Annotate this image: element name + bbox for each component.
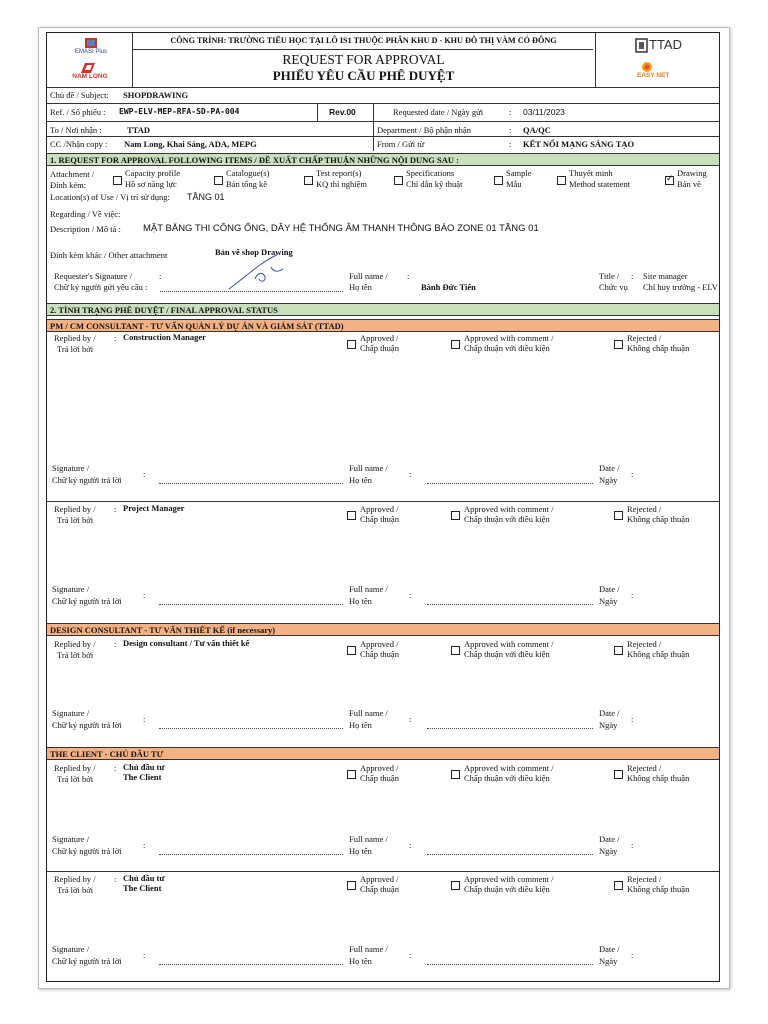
attachment-option-label: Sample [506, 168, 532, 178]
reply-date-label-vn: Ngày [599, 720, 618, 730]
replied-by-colon: : [114, 504, 117, 514]
reply-signature-line[interactable] [159, 964, 343, 965]
rejected-label-vn: Không chấp thuận [627, 884, 690, 894]
approved-checkbox[interactable] [347, 646, 356, 655]
attachment-option-label: Specifications [406, 168, 455, 178]
reply-signature-line[interactable] [159, 483, 343, 484]
date-value: 03/11/2023 [523, 107, 565, 117]
approved-with-comment-label-vn: Chấp thuận với điều kiện [464, 343, 550, 353]
reply-date-colon: : [631, 590, 634, 600]
replied-by-colon: : [114, 874, 117, 884]
revision-value: Rev.00 [329, 107, 356, 117]
requester-signature-image [227, 253, 297, 293]
from-label: From / Gửi từ [377, 139, 425, 149]
other-attachment-label: Đính kèm khác / Other attachment [50, 250, 168, 260]
approved-label: Approved / [360, 504, 399, 514]
requester-signature-line[interactable] [160, 291, 343, 292]
reply-fullname-label-vn: Họ tên [349, 596, 372, 606]
attachment-checkbox-6[interactable] [665, 176, 674, 185]
reply-signature-label: Signature / [52, 584, 90, 594]
requester-title-value-vn: Chỉ huy trưởng - ELV [643, 282, 718, 292]
to-value: TTAD [127, 125, 150, 135]
rfa-form [46, 32, 720, 982]
approved-with-comment-label: Approved with comment / [464, 639, 554, 649]
rejected-checkbox[interactable] [614, 770, 623, 779]
description-value: MẶT BẰNG THI CÔNG ỐNG, DÂY HỆ THỐNG ÂM THANH THÔNG BÁO ZONE 01 TẦNG 01 [143, 223, 539, 234]
requester-fullname-label-vn: Họ tên [349, 282, 372, 292]
block-divider [47, 501, 719, 502]
design-consultant-band: DESIGN CONSULTANT - TƯ VẤN THIẾT KẾ (if necessary) [47, 623, 719, 636]
reply-signature-label-vn: Chữ ký người trả lời [52, 720, 122, 730]
reply-fullname-label-vn: Họ tên [349, 475, 372, 485]
reply-signature-line[interactable] [159, 604, 343, 605]
reply-signature-colon: : [143, 590, 146, 600]
reply-signature-colon: : [143, 469, 146, 479]
attachment-checkbox-1[interactable] [214, 176, 223, 185]
reply-date-label-vn: Ngày [599, 596, 618, 606]
attachment-option-label: Catalogue(s) [226, 168, 270, 178]
reply-date-label: Date / [599, 834, 620, 844]
replied-by-label: Replied by / [54, 333, 96, 343]
title-en: REQUEST FOR APPROVAL [282, 52, 445, 67]
rejected-label: Rejected / [627, 874, 662, 884]
attachment-option-label-vn: Bản tổng kê [226, 179, 268, 189]
attachment-option-label-vn: KQ thí nghiệm [316, 179, 367, 189]
attachment-option-label-vn: Bản vẽ [677, 179, 701, 189]
ref-value: EWP-ELV-MEP-RFA-SD-PA-004 [119, 107, 240, 116]
section2-header: 2. TÌNH TRẠNG PHÊ DUYỆT / FINAL APPROVAL STATUS [47, 303, 719, 316]
reply-signature-label-vn: Chữ ký người trả lời [52, 846, 122, 856]
approved-with-comment-label-vn: Chấp thuận với điều kiện [464, 773, 550, 783]
requester-fullname-label: Full name / [349, 271, 388, 281]
reply-date-label-vn: Ngày [599, 956, 618, 966]
reply-date-colon: : [631, 950, 634, 960]
approved-with-comment-label-vn: Chấp thuận với điều kiện [464, 884, 550, 894]
reply-signature-label-vn: Chữ ký người trả lời [52, 475, 122, 485]
attachment-option-label-vn: Mẫu [506, 179, 522, 189]
document-page [38, 27, 730, 989]
to-label: To / Nơi nhận : [50, 125, 102, 135]
reply-date-colon: : [631, 840, 634, 850]
reply-date-label-vn: Ngày [599, 475, 618, 485]
requester-title-label: Title / [599, 271, 620, 281]
replied-by-colon: : [114, 639, 117, 649]
rejected-label: Rejected / [627, 639, 662, 649]
attachment-option-label-vn: Method statement [569, 179, 631, 189]
reply-fullname-colon: : [409, 590, 412, 600]
attachment-label: Attachment / [50, 169, 95, 179]
replied-by-label-vn: Trả lời bởi [57, 774, 94, 784]
from-value: KẾT NỐI MẠNG SÁNG TẠO [523, 139, 635, 149]
reply-signature-label-vn: Chữ ký người trả lời [52, 956, 122, 966]
approved-label-vn: Chấp thuận [360, 884, 399, 894]
regarding-label: Regarding / Về việc: [50, 209, 121, 219]
reply-signature-colon: : [143, 714, 146, 724]
nam-long-logo: NAM LONG [65, 61, 115, 85]
reply-signature-label-vn: Chữ ký người trả lời [52, 596, 122, 606]
block-divider [47, 871, 719, 872]
requester-fullname-value: Bành Đức Tiến [421, 282, 476, 292]
reply-fullname-colon: : [409, 840, 412, 850]
requester-signature-colon: : [159, 271, 162, 281]
location-label: Location(s) of Use / Vị trí sử dụng: [50, 192, 170, 202]
attachment-checkbox-0[interactable] [113, 176, 122, 185]
reply-signature-label: Signature / [52, 944, 90, 954]
attachment-option-label-vn: Chỉ dẫn kỹ thuật [406, 179, 463, 189]
approved-checkbox[interactable] [347, 511, 356, 520]
rejected-checkbox[interactable] [614, 881, 623, 890]
replied-by-role: Construction Manager [123, 332, 206, 342]
reply-fullname-colon: : [409, 469, 412, 479]
approved-with-comment-label-vn: Chấp thuận với điều kiện [464, 514, 550, 524]
approved-with-comment-label: Approved with comment / [464, 333, 554, 343]
replied-by-label: Replied by / [54, 763, 96, 773]
approved-with-comment-checkbox[interactable] [451, 511, 460, 520]
rejected-label: Rejected / [627, 504, 662, 514]
reply-fullname-line[interactable] [427, 854, 593, 855]
approved-label: Approved / [360, 639, 399, 649]
reply-fullname-label-vn: Họ tên [349, 956, 372, 966]
approved-label-vn: Chấp thuận [360, 514, 399, 524]
approved-checkbox[interactable] [347, 340, 356, 349]
rejected-checkbox[interactable] [614, 511, 623, 520]
date-label: Requested date / Ngày gửi [393, 107, 484, 117]
replied-by-role: Chủ đầu tư [123, 873, 165, 883]
department-label: Department / Bộ phận nhận [377, 125, 471, 135]
replied-by-label: Replied by / [54, 639, 96, 649]
replied-by-colon: : [114, 333, 117, 343]
approved-with-comment-label-vn: Chấp thuận với điều kiện [464, 649, 550, 659]
reply-fullname-line[interactable] [427, 604, 593, 605]
attachment-checkbox-5[interactable] [557, 176, 566, 185]
reply-fullname-colon: : [409, 950, 412, 960]
requester-signature-label: Requester's Signature / [54, 271, 133, 281]
easynet-logo: EASY NET [637, 61, 687, 83]
project-name: CÔNG TRÌNH: TRƯỜNG TIỂU HỌC TẠI LÔ IS1 THUỘC PHÂN KHU D - KHU ĐÔ THỊ VÀM CỎ ĐÔNG [170, 36, 557, 45]
section1-header: 1. REQUEST FOR APPROVAL FOLLOWING ITEMS / ĐỀ XUẤT CHẤP THUẬN NHỮNG NỘI DUNG SAU : [47, 153, 719, 166]
rejected-label-vn: Không chấp thuận [627, 343, 690, 353]
emasi-logo: EMASI Plus [69, 38, 113, 60]
subject-label: Chủ đề / Subject: [50, 90, 109, 100]
description-label: Description / Mô tả : [50, 224, 121, 234]
rejected-label-vn: Không chấp thuận [627, 773, 690, 783]
reply-fullname-line[interactable] [427, 964, 593, 965]
reply-fullname-label: Full name / [349, 834, 388, 844]
subject-value: SHOPDRAWING [123, 90, 189, 100]
replied-by-label-vn: Trả lời bởi [57, 650, 94, 660]
rejected-label: Rejected / [627, 333, 662, 343]
replied-by-role: Chủ đầu tư [123, 762, 165, 772]
reply-fullname-colon: : [409, 714, 412, 724]
approved-label-vn: Chấp thuận [360, 773, 399, 783]
requester-signature-label-vn: Chữ ký người gửi yêu cầu : [54, 282, 148, 292]
rejected-checkbox[interactable] [614, 340, 623, 349]
attachment-checkbox-4[interactable] [494, 176, 503, 185]
attachment-label-vn: Đính kèm: [50, 180, 87, 190]
department-colon: : [509, 125, 512, 135]
approved-label: Approved / [360, 333, 399, 343]
replied-by-label-vn: Trả lời bởi [57, 515, 94, 525]
from-colon: : [509, 139, 512, 149]
reply-signature-line[interactable] [159, 728, 343, 729]
reply-fullname-label: Full name / [349, 584, 388, 594]
approved-with-comment-label: Approved with comment / [464, 504, 554, 514]
department-value: QA/QC [523, 125, 551, 135]
reply-fullname-label: Full name / [349, 944, 388, 954]
replied-by-role: Design consultant / Tư vấn thiết kế [123, 638, 250, 648]
requester-fullname-colon: : [407, 271, 410, 281]
location-value: TẦNG 01 [187, 192, 225, 202]
requester-title-label-vn: Chức vụ [599, 282, 628, 292]
replied-by-label-vn: Trả lời bởi [57, 885, 94, 895]
attachment-checkbox-3[interactable] [394, 176, 403, 185]
reply-signature-colon: : [143, 840, 146, 850]
other-attachment-value: Bản vẽ shop Drawing [215, 247, 293, 257]
approved-label: Approved / [360, 763, 399, 773]
reply-signature-label: Signature / [52, 708, 90, 718]
client-band: THE CLIENT - CHỦ ĐẦU TƯ [47, 747, 719, 760]
replied-by-colon: : [114, 763, 117, 773]
reply-signature-line[interactable] [159, 854, 343, 855]
replied-by-role-en: The Client [123, 883, 162, 893]
cc-value: Nam Long, Khai Sáng, ADA, MEPG [124, 139, 257, 149]
reply-date-label-vn: Ngày [599, 846, 618, 856]
approved-checkbox[interactable] [347, 770, 356, 779]
requester-title-value: Site manager [643, 271, 688, 281]
ttad-logo: TTAD [635, 37, 685, 55]
attachment-option-label: Thuyết minh [569, 168, 613, 178]
reply-date-colon: : [631, 714, 634, 724]
approved-with-comment-checkbox[interactable] [451, 646, 460, 655]
replied-by-label: Replied by / [54, 504, 96, 514]
requester-title-colon: : [631, 271, 634, 281]
rejected-label-vn: Không chấp thuận [627, 514, 690, 524]
reply-date-label: Date / [599, 944, 620, 954]
replied-by-role-en: The Client [123, 772, 162, 782]
approved-checkbox[interactable] [347, 881, 356, 890]
approved-with-comment-checkbox[interactable] [451, 770, 460, 779]
approved-with-comment-checkbox[interactable] [451, 881, 460, 890]
approved-label-vn: Chấp thuận [360, 343, 399, 353]
reply-date-label: Date / [599, 708, 620, 718]
reply-fullname-line[interactable] [427, 483, 593, 484]
approved-label: Approved / [360, 874, 399, 884]
title-vn: PHIẾU YÊU CẦU PHÊ DUYỆT [272, 68, 455, 83]
reply-fullname-label: Full name / [349, 708, 388, 718]
approved-label-vn: Chấp thuận [360, 649, 399, 659]
reply-fullname-label-vn: Họ tên [349, 720, 372, 730]
reply-date-colon: : [631, 469, 634, 479]
approved-with-comment-checkbox[interactable] [451, 340, 460, 349]
attachment-option-label: Test report(s) [316, 168, 362, 178]
reply-signature-label: Signature / [52, 463, 90, 473]
attachment-option-label-vn: Hồ sơ năng lực [125, 179, 177, 189]
attachment-option-label: Capacity profile [125, 168, 180, 178]
replied-by-label-vn: Trả lời bởi [57, 344, 94, 354]
reply-date-label: Date / [599, 463, 620, 473]
date-colon: : [509, 107, 512, 117]
reply-fullname-label-vn: Họ tên [349, 846, 372, 856]
ref-label: Ref. / Số phiếu : [50, 107, 106, 117]
rejected-label-vn: Không chấp thuận [627, 649, 690, 659]
rejected-label: Rejected / [627, 763, 662, 773]
attachment-option-label: Drawing [677, 168, 707, 178]
reply-date-label: Date / [599, 584, 620, 594]
reply-signature-colon: : [143, 950, 146, 960]
pm-consultant-band: PM / CM CONSULTANT - TƯ VẤN QUẢN LÝ DỰ ÁN VÀ GIÁM SÁT (TTAD) [47, 319, 719, 332]
replied-by-label: Replied by / [54, 874, 96, 884]
attachment-checkbox-2[interactable] [304, 176, 313, 185]
replied-by-role: Project Manager [123, 503, 185, 513]
reply-fullname-line[interactable] [427, 728, 593, 729]
approved-with-comment-label: Approved with comment / [464, 763, 554, 773]
rejected-checkbox[interactable] [614, 646, 623, 655]
cc-label: CC /Nhận copy : [50, 139, 108, 149]
reply-signature-label: Signature / [52, 834, 90, 844]
reply-fullname-label: Full name / [349, 463, 388, 473]
approved-with-comment-label: Approved with comment / [464, 874, 554, 884]
